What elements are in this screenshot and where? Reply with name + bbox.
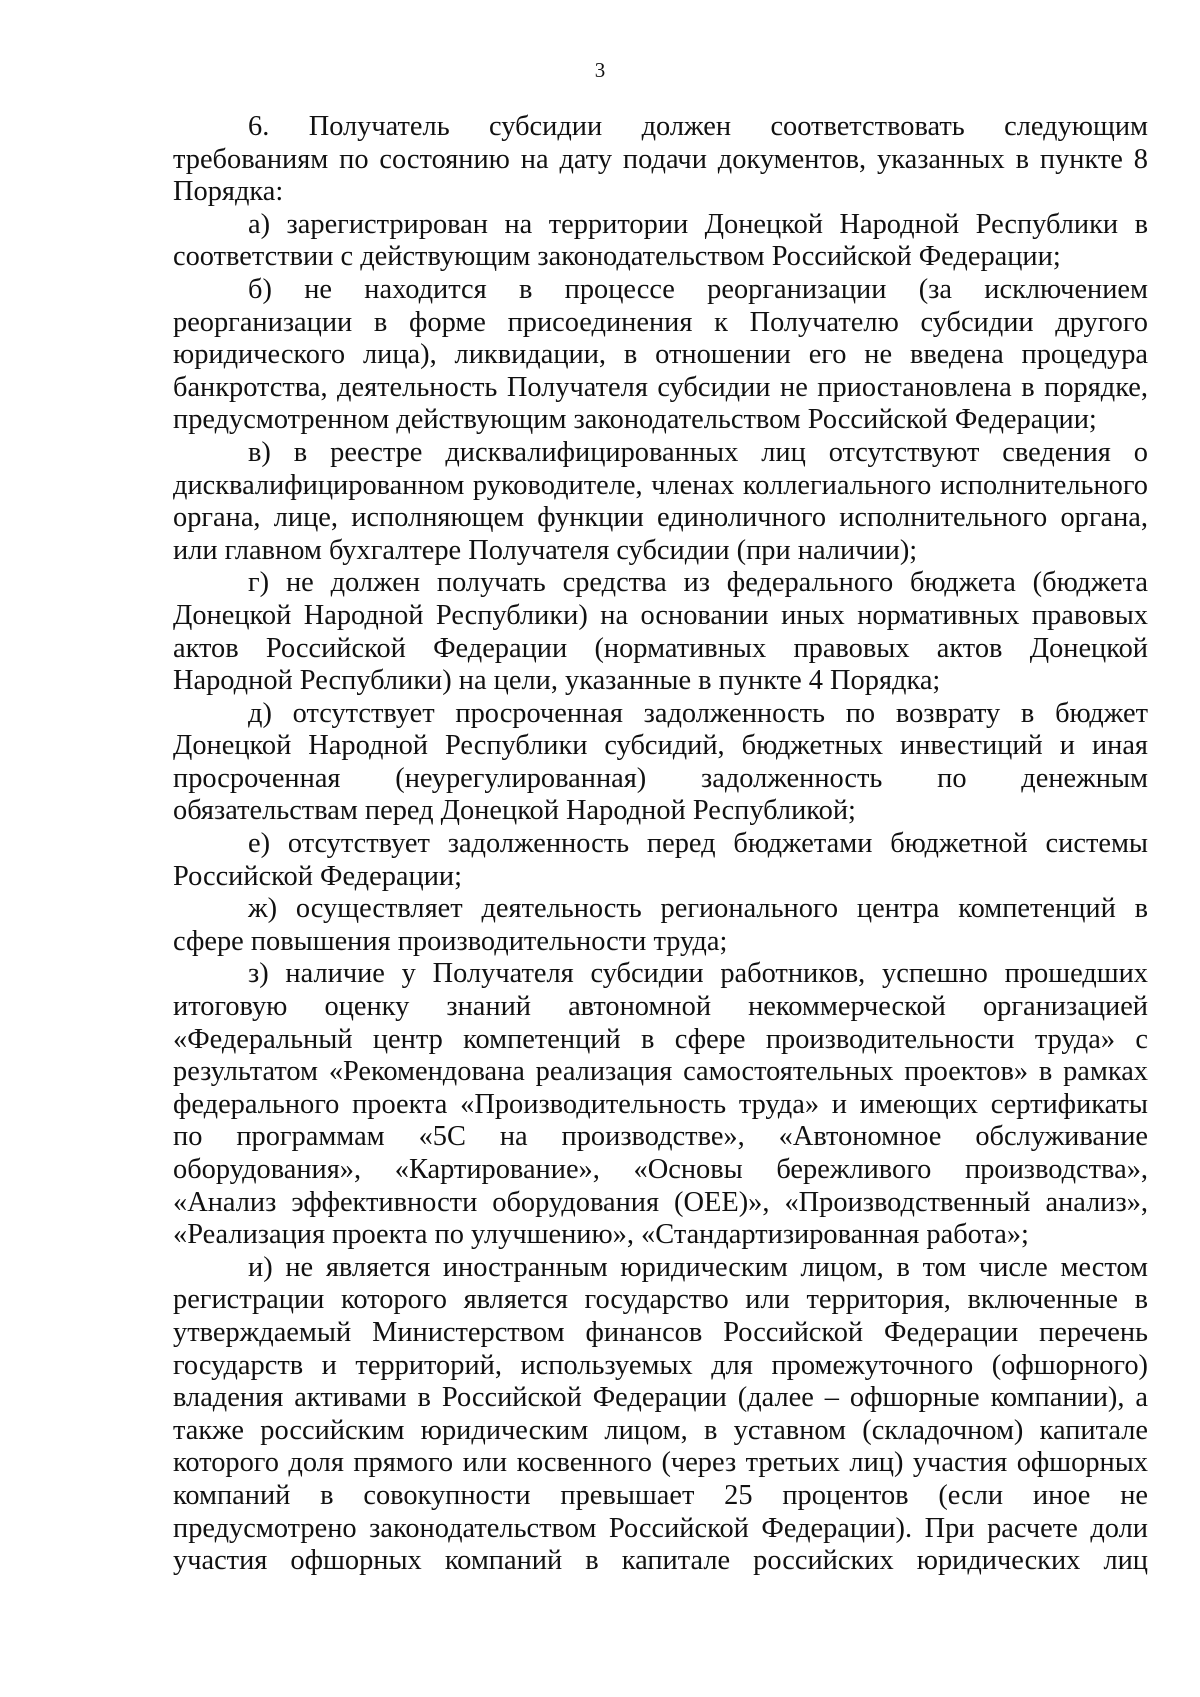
page-number: 3 [594,58,606,82]
paragraph-item-v: в) в реестре дисквалифицированных лиц отсутствуют сведения о дисквалифицированном руководителе, членах коллегиального исполнительного органа, лице, исполняющем функции единоличного исполнительного органа, или главном бухгалтере Получателя субсидии (при наличии); [173,436,1148,566]
paragraph-item-d: д) отсутствует просроченная задолженность по возврату в бюджет Донецкой Народной Республики субсидий, бюджетных инвестиций и иная просроченная (неурегулированная) задолженность по денежным обязательствам перед Донецкой Народной Республикой; [173,697,1148,827]
paragraph-item-a: а) зарегистрирован на территории Донецкой Народной Республики в соответствии с действующим законодательством Российской Федерации; [173,208,1148,273]
paragraph-item-z: з) наличие у Получателя субсидии работников, успешно прошедших итоговую оценку знаний автономной некоммерческой организацией «Федеральный центр компетенций в сфере производительности труда» с результатом «Рекомендована реализация самостоятельных проектов» в рамках федерального проекта «Производительность труда» и имеющих сертификаты по программам «5С на производстве», «Автономное обслуживание оборудования», «Картирование», «Основы бережливого производства», «Анализ эффективности оборудования (OEE)», «Производственный анализ», «Реализация проекта по улучшению», «Стандартизированная работа»; [173,958,1148,1251]
paragraph-item-i: и) не является иностранным юридическим лицом, в том числе местом регистрации которого является государство или территория, включенные в утверждаемый Министерством финансов Российской Федерации перечень государств и территорий, используемых для промежуточного (офшорного) владения активами в Российской Федерации (далее – офшорные компании), а также российским юридическим лицом, в уставном (складочном) капитале которого доля прямого или косвенного (через третьих лиц) участия офшорных компаний в совокупности превышает 25 процентов (если иное не предусмотрено законодательством Российской Федерации). При расчете доли участия офшорных компаний в капитале российских юридических лиц [173,1251,1148,1577]
paragraph-requirements-intro: 6. Получатель субсидии должен соответствовать следующим требованиям по состоянию на дату подачи документов, указанных в пункте 8 Порядка: [173,111,1148,208]
paragraph-item-e: е) отсутствует задолженность перед бюджетами бюджетной системы Российской Федерации; [173,828,1148,892]
paragraph-item-g: г) не должен получать средства из федерального бюджета (бюджета Донецкой Народной Республики) на основании иных нормативных правовых актов Российской Федерации (нормативных правовых актов Донецкой Народной Республики) на цели, указанные в пункте 4 Порядка; [173,567,1148,697]
paragraph-item-b: б) не находится в процессе реорганизации (за исключением реорганизации в форме присоединения к Получателю субсидии другого юридического лица), ликвидации, в отношении его не введена процедура банкротства, деятельность Получателя субсидии не приостановлена в порядке, предусмотренном действующим законодательством Российской Федерации; [173,273,1148,436]
document-body [173,111,1148,1578]
paragraph-item-zh: ж) осуществляет деятельность регионального центра компетенций в сфере повышения производительности труда; [173,893,1148,957]
